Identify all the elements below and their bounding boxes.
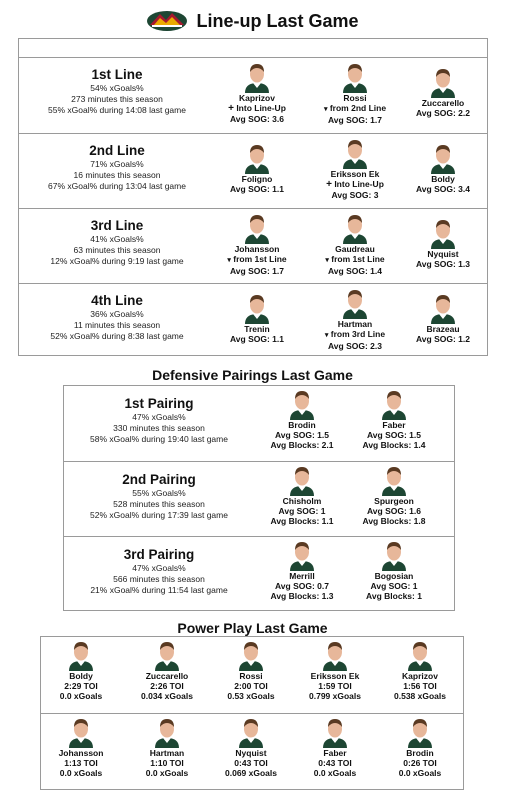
player-xgoals: 0.0 xGoals <box>398 768 442 778</box>
player-move-label: from 2nd Line <box>329 103 387 113</box>
group-info <box>19 293 215 342</box>
group-info <box>64 472 254 521</box>
defense-pairing-row <box>64 461 454 536</box>
team-logo-icon <box>146 10 188 32</box>
player-avg-sog: Avg SOG: 1.7 <box>327 115 382 125</box>
group-name: 1st Pairing <box>124 396 194 411</box>
player-photo-icon <box>381 464 407 496</box>
player-move-label: from 3rd Line <box>330 329 386 339</box>
player-card <box>125 639 209 701</box>
player-photo-icon <box>342 61 368 93</box>
group-last-game: 58% xGoal% during 19:40 last game <box>90 434 228 444</box>
player-photo-icon <box>154 639 180 671</box>
player-card <box>260 388 344 450</box>
player-card <box>209 639 293 701</box>
group-xgoals: 47% xGoals% <box>132 412 186 422</box>
player-name: Bogosian <box>374 571 414 581</box>
player-xgoals: 0.0 xGoals <box>145 768 189 778</box>
player-card <box>313 137 397 200</box>
group-xgoals: 41% xGoals% <box>90 234 144 244</box>
player-card <box>401 66 485 118</box>
player-xgoals: 0.799 xGoals <box>309 691 361 701</box>
player-photo-icon <box>342 212 368 244</box>
player-move <box>313 329 397 341</box>
group-info <box>64 396 254 445</box>
group-name: 1st Line <box>91 67 143 82</box>
player-avg-sog: Avg SOG: 1 <box>278 506 326 516</box>
player-card <box>352 464 436 526</box>
forward-line-row <box>19 208 487 283</box>
player-name: Merrill <box>289 571 315 581</box>
player-photo-icon <box>342 137 368 169</box>
player-name: Brodin <box>288 420 316 430</box>
player-card <box>215 61 299 124</box>
page-header <box>0 6 505 36</box>
group-minutes: 11 minutes this season <box>73 320 161 330</box>
player-toi: 0:26 TOI <box>403 758 437 768</box>
player-name: Hartman <box>337 319 373 329</box>
player-name: Zuccarello <box>145 671 189 681</box>
player-photo-icon <box>407 639 433 671</box>
group-name: 2nd Pairing <box>122 472 196 487</box>
plus-icon: + <box>326 179 332 190</box>
player-photo-icon <box>238 716 264 748</box>
player-card <box>313 287 397 351</box>
group-last-game: 12% xGoal% during 9:19 last game <box>50 256 184 266</box>
player-move-label: Into Line-Up <box>334 179 384 189</box>
power-play-row <box>41 713 463 789</box>
player-avg-sog: Avg SOG: 1.1 <box>229 184 284 194</box>
down-arrow-icon: ▾ <box>323 106 328 113</box>
player-photo-icon <box>381 388 407 420</box>
player-name: Rossi <box>239 671 263 681</box>
player-name: Gaudreau <box>335 244 375 254</box>
group-last-game: 21% xGoal% during 11:54 last game <box>90 585 228 595</box>
forward-line-row <box>19 283 487 356</box>
player-xgoals: 0.034 xGoals <box>141 691 193 701</box>
player-move-label: from 1st Line <box>331 254 385 264</box>
down-arrow-icon: ▾ <box>227 257 231 264</box>
player-avg-blocks: Avg Blocks: 1.8 <box>362 516 426 526</box>
player-card <box>39 716 123 778</box>
power-play-row <box>41 637 463 713</box>
player-move <box>313 179 397 190</box>
player-card <box>215 292 299 344</box>
down-arrow-icon: ▾ <box>324 332 329 339</box>
player-move <box>215 254 299 266</box>
player-photo-icon <box>68 639 94 671</box>
group-xgoals: 55% xGoals% <box>132 488 186 498</box>
plus-icon: + <box>228 103 234 114</box>
player-xgoals: 0.0 xGoals <box>313 768 357 778</box>
player-name: Hartman <box>149 748 185 758</box>
group-xgoals: 47% xGoals% <box>132 563 186 573</box>
player-avg-sog: Avg SOG: 2.2 <box>415 108 470 118</box>
player-name: Brazeau <box>426 324 460 334</box>
player-xgoals: 0.538 xGoals <box>394 691 446 701</box>
forward-line-row <box>19 133 487 208</box>
player-toi: 1:59 TOI <box>318 681 352 691</box>
player-photo-icon <box>322 639 348 671</box>
player-toi: 1:13 TOI <box>64 758 98 768</box>
player-photo-icon <box>244 212 270 244</box>
player-photo-icon <box>342 287 368 319</box>
player-avg-sog: Avg SOG: 1.7 <box>229 266 284 276</box>
player-photo-icon <box>289 464 315 496</box>
group-minutes: 273 minutes this season <box>71 94 163 104</box>
player-name: Trenin <box>244 324 270 334</box>
player-toi: 2:26 TOI <box>150 681 184 691</box>
group-xgoals: 36% xGoals% <box>90 309 144 319</box>
defense-pairing-row <box>64 536 454 610</box>
player-name: Boldy <box>431 174 455 184</box>
player-card <box>39 639 123 701</box>
group-last-game: 67% xGoal% during 13:04 last game <box>48 181 186 191</box>
player-card <box>260 539 344 601</box>
player-name: Zuccarello <box>421 98 465 108</box>
player-name: Faber <box>382 420 406 430</box>
defense-pairings-table <box>63 385 455 611</box>
group-minutes: 566 minutes this season <box>113 574 205 584</box>
player-avg-blocks: Avg Blocks: 2.1 <box>270 440 334 450</box>
group-last-game: 52% xGoal% during 17:39 last game <box>90 510 228 520</box>
player-name: Nyquist <box>427 249 459 259</box>
player-card <box>401 292 485 344</box>
group-info <box>64 547 254 596</box>
player-move-label: Into Line-Up <box>236 103 286 113</box>
power-play-section-title: Power Play Last Game <box>177 620 328 636</box>
player-name: Rossi <box>343 93 367 103</box>
group-last-game: 55% xGoal% during 14:08 last game <box>48 105 186 115</box>
player-avg-sog: Avg SOG: 3 <box>331 190 379 200</box>
player-name: Brodin <box>406 748 434 758</box>
player-card <box>293 716 377 778</box>
player-name: Kaprizov <box>402 671 438 681</box>
forward-line-row <box>19 57 487 133</box>
player-avg-sog: Avg SOG: 1.4 <box>327 266 382 276</box>
player-name: Nyquist <box>235 748 267 758</box>
player-xgoals: 0.53 xGoals <box>227 691 275 701</box>
player-card <box>401 142 485 194</box>
group-xgoals: 54% xGoals% <box>90 83 144 93</box>
player-xgoals: 0.0 xGoals <box>59 768 103 778</box>
player-photo-icon <box>430 217 456 249</box>
group-info <box>19 218 215 267</box>
player-toi: 1:56 TOI <box>403 681 437 691</box>
player-name: Johansson <box>234 244 280 254</box>
player-card <box>215 142 299 194</box>
group-name: 3rd Pairing <box>123 547 195 562</box>
player-move <box>215 103 299 114</box>
player-photo-icon <box>430 292 456 324</box>
player-name: Spurgeon <box>374 496 414 506</box>
player-photo-icon <box>68 716 94 748</box>
group-last-game: 52% xGoal% during 8:38 last game <box>50 331 184 341</box>
power-play-table <box>40 636 464 790</box>
page-title: Line-up Last Game <box>196 10 359 31</box>
player-toi: 1:10 TOI <box>150 758 184 768</box>
player-photo-icon <box>154 716 180 748</box>
player-avg-blocks: Avg Blocks: 1.1 <box>270 516 334 526</box>
player-avg-sog: Avg SOG: 1.3 <box>415 259 470 269</box>
player-card <box>313 61 397 125</box>
player-avg-blocks: Avg Blocks: 1.3 <box>270 591 334 601</box>
player-avg-sog: Avg SOG: 1.6 <box>366 506 421 516</box>
group-minutes: 63 minutes this season <box>73 245 161 255</box>
player-photo-icon <box>289 388 315 420</box>
player-card <box>215 212 299 276</box>
player-card <box>378 639 462 701</box>
player-name: Eriksson Ek <box>310 671 360 681</box>
player-photo-icon <box>407 716 433 748</box>
player-avg-sog: Avg SOG: 1 <box>370 581 418 591</box>
player-toi: 0:43 TOI <box>318 758 352 768</box>
player-name: Eriksson Ek <box>330 169 380 179</box>
player-avg-blocks: Avg Blocks: 1.4 <box>362 440 426 450</box>
forward-lines-table <box>18 38 488 356</box>
player-xgoals: 0.0 xGoals <box>59 691 103 701</box>
player-name: Johansson <box>58 748 104 758</box>
defense-pairing-row <box>64 386 454 461</box>
group-minutes: 16 minutes this season <box>73 170 161 180</box>
player-card <box>260 464 344 526</box>
player-photo-icon <box>289 539 315 571</box>
player-photo-icon <box>244 142 270 174</box>
group-info <box>19 67 215 116</box>
player-avg-sog: Avg SOG: 3.4 <box>415 184 470 194</box>
player-avg-blocks: Avg Blocks: 1 <box>366 591 422 601</box>
player-photo-icon <box>381 539 407 571</box>
player-photo-icon <box>244 61 270 93</box>
defense-section-title: Defensive Pairings Last Game <box>152 367 353 383</box>
player-card <box>125 716 209 778</box>
player-name: Foligno <box>241 174 273 184</box>
player-name: Boldy <box>69 671 93 681</box>
player-photo-icon <box>244 292 270 324</box>
player-avg-sog: Avg SOG: 3.6 <box>229 114 284 124</box>
player-avg-sog: Avg SOG: 2.3 <box>327 341 382 351</box>
player-toi: 2:00 TOI <box>234 681 268 691</box>
group-minutes: 330 minutes this season <box>113 423 205 433</box>
player-move <box>313 103 397 115</box>
player-card <box>352 388 436 450</box>
player-toi: 0:43 TOI <box>234 758 268 768</box>
group-name: 4th Line <box>91 293 143 308</box>
down-arrow-icon: ▾ <box>325 257 329 264</box>
player-photo-icon <box>430 66 456 98</box>
group-name: 2nd Line <box>89 143 145 158</box>
player-card <box>313 212 397 276</box>
player-photo-icon <box>430 142 456 174</box>
group-minutes: 528 minutes this season <box>113 499 205 509</box>
player-xgoals: 0.069 xGoals <box>225 768 277 778</box>
player-card <box>209 716 293 778</box>
player-photo-icon <box>322 716 348 748</box>
player-avg-sog: Avg SOG: 1.5 <box>366 430 421 440</box>
player-toi: 2:29 TOI <box>64 681 98 691</box>
group-name: 3rd Line <box>90 218 144 233</box>
player-card <box>352 539 436 601</box>
group-info <box>19 143 215 192</box>
player-avg-sog: Avg SOG: 1.2 <box>415 334 470 344</box>
player-name: Faber <box>323 748 347 758</box>
player-card <box>293 639 377 701</box>
player-avg-sog: Avg SOG: 1.5 <box>274 430 329 440</box>
player-name: Chisholm <box>282 496 322 506</box>
player-name: Kaprizov <box>239 93 275 103</box>
group-xgoals: 71% xGoals% <box>90 159 144 169</box>
player-card <box>378 716 462 778</box>
player-avg-sog: Avg SOG: 1.1 <box>229 334 284 344</box>
player-card <box>401 217 485 269</box>
player-avg-sog: Avg SOG: 0.7 <box>274 581 329 591</box>
player-move <box>313 254 397 266</box>
player-photo-icon <box>238 639 264 671</box>
player-move-label: from 1st Line <box>233 254 287 264</box>
